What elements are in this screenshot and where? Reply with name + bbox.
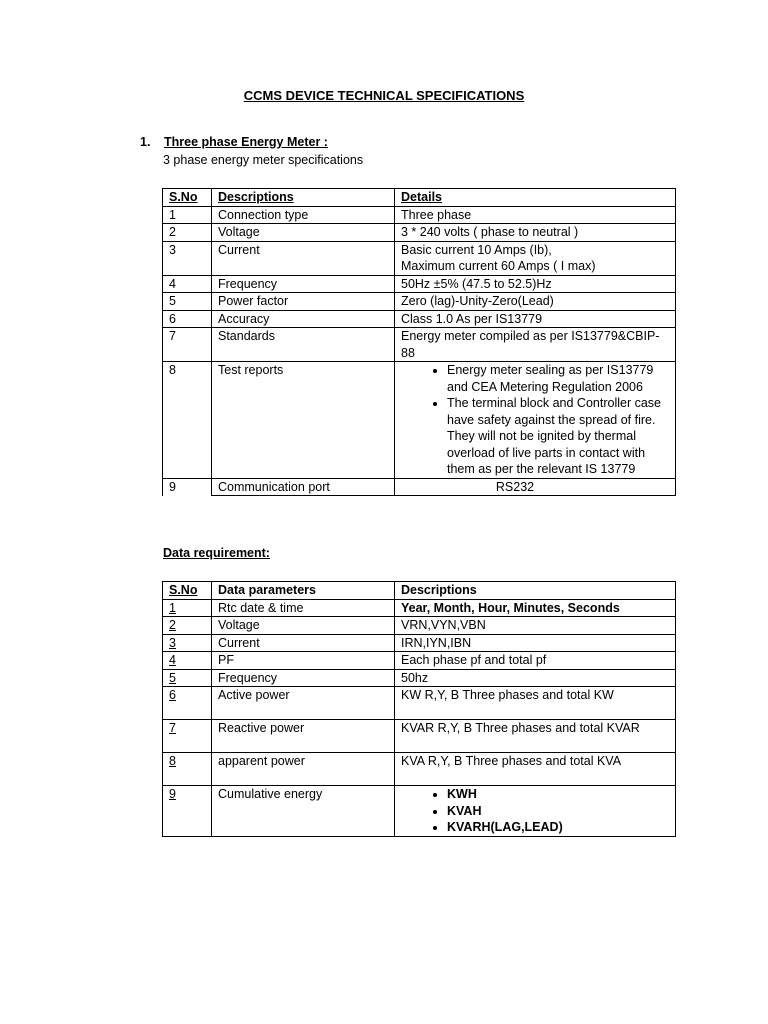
section-number: 1. [140,135,151,149]
header-sno: S.No [169,583,198,597]
list-item: • KVAH [447,803,675,820]
document-title: CCMS DEVICE TECHNICAL SPECIFICATIONS [243,88,525,103]
table-row [163,310,676,328]
desc-cell: IRN,IYN,IBN [395,634,676,652]
sno-cell: 1 [163,206,212,224]
details-line: Basic current 10 Amps (Ib), [401,242,552,257]
table-header-row [163,582,676,600]
data-requirement-table [162,581,676,837]
details-cell [395,362,676,479]
energy-meter-spec-table [162,188,676,496]
sno-cell: 7 [163,328,212,362]
section-title: Three phase Energy Meter : [164,135,328,149]
table-row [163,275,676,293]
table-row [163,206,676,224]
header-cell [212,189,395,207]
sno-cell: 6 [163,687,212,720]
list-item: • The terminal block and Controller case have safety against the spread of fire. They will not be ignited by thermal overload of live parts in contact with them as per the relevant IS 13779 [447,395,675,478]
desc-cell: Voltage [212,224,395,242]
desc-cell: Test reports [212,362,395,479]
header-details: Details [401,190,442,204]
desc-cell: Each phase pf and total pf [395,652,676,670]
table-row [163,599,676,617]
sno-cell: 1 [163,599,212,617]
sno-cell: 4 [163,275,212,293]
table-row [163,720,676,753]
sno-cell: 8 [163,362,212,479]
desc-cell: Standards [212,328,395,362]
header-cell [163,582,212,600]
sno-cell: 8 [163,753,212,786]
param-cell: Frequency [212,669,395,687]
param-cell: apparent power [212,753,395,786]
table-row [163,478,676,496]
desc-cell: Current [212,241,395,275]
details-cell: Zero (lag)-Unity-Zero(Lead) [395,293,676,311]
desc-cell: Connection type [212,206,395,224]
header-cell [163,189,212,207]
desc-cell: Frequency [212,275,395,293]
header-data-parameters: Data parameters [218,583,316,597]
header-cell [212,582,395,600]
table-row [163,293,676,311]
sno-cell: 9 [163,478,212,496]
desc-cell: Accuracy [212,310,395,328]
section-1-heading [140,135,328,149]
table-row [163,652,676,670]
header-descriptions: Descriptions [218,190,294,204]
details-cell: 3 * 240 volts ( phase to neutral ) [395,224,676,242]
desc-cell [395,786,676,837]
sno-cell: 5 [163,293,212,311]
sno-cell: 7 [163,720,212,753]
header-descriptions: Descriptions [401,583,477,597]
table-row [163,224,676,242]
section-1-subtitle: 3 phase energy meter specifications [163,153,364,167]
sno-cell: 2 [163,617,212,635]
details-cell: Three phase [395,206,676,224]
table-row [163,687,676,720]
header-sno: S.No [169,190,198,204]
header-cell [395,582,676,600]
param-cell: PF [212,652,395,670]
sno-cell: 3 [163,241,212,275]
details-cell: RS232 [395,478,676,496]
desc-cell: 50hz [395,669,676,687]
sno-cell: 5 [163,669,212,687]
details-line: Energy meter compiled as per IS13779&CBIP- [401,329,660,343]
table-row [163,241,676,275]
table-header-row [163,189,676,207]
table-row [163,753,676,786]
table-row [163,634,676,652]
sno-cell: 2 [163,224,212,242]
param-cell: Current [212,634,395,652]
param-cell: Rtc date & time [212,599,395,617]
desc-cell: KW R,Y, B Three phases and total KW [395,687,676,720]
desc-cell: Power factor [212,293,395,311]
bullet-list [401,786,675,836]
details-cell [395,241,676,275]
bullet-list [401,362,675,478]
header-cell [395,189,676,207]
table-row [163,617,676,635]
details-line: 88 [401,345,415,360]
sno-cell: 3 [163,634,212,652]
param-cell: Cumulative energy [212,786,395,837]
details-cell: 50Hz ±5% (47.5 to 52.5)Hz [395,275,676,293]
sno-cell: 6 [163,310,212,328]
desc-cell: KVA R,Y, B Three phases and total KVA [395,753,676,786]
param-cell: Reactive power [212,720,395,753]
details-cell [395,328,676,362]
list-item: • KWH [447,786,675,803]
desc-cell: Year, Month, Hour, Minutes, Seconds [395,599,676,617]
details-cell: Class 1.0 As per IS13779 [395,310,676,328]
param-cell: Voltage [212,617,395,635]
param-cell: Active power [212,687,395,720]
sno-cell: 9 [163,786,212,837]
desc-cell: VRN,VYN,VBN [395,617,676,635]
desc-cell: Communication port [212,478,395,496]
sno-cell: 4 [163,652,212,670]
details-line: Maximum current 60 Amps ( I max) [401,259,596,273]
table-row [163,328,676,362]
table-row [163,669,676,687]
desc-cell: KVAR R,Y, B Three phases and total KVAR [395,720,676,753]
section-2-heading: Data requirement: [163,546,270,560]
table-row [163,362,676,479]
list-item: • Energy meter sealing as per IS13779 and CEA Metering Regulation 2006 [447,362,675,395]
list-item: • KVARH(LAG,LEAD) [447,819,675,836]
table-row [163,786,676,837]
